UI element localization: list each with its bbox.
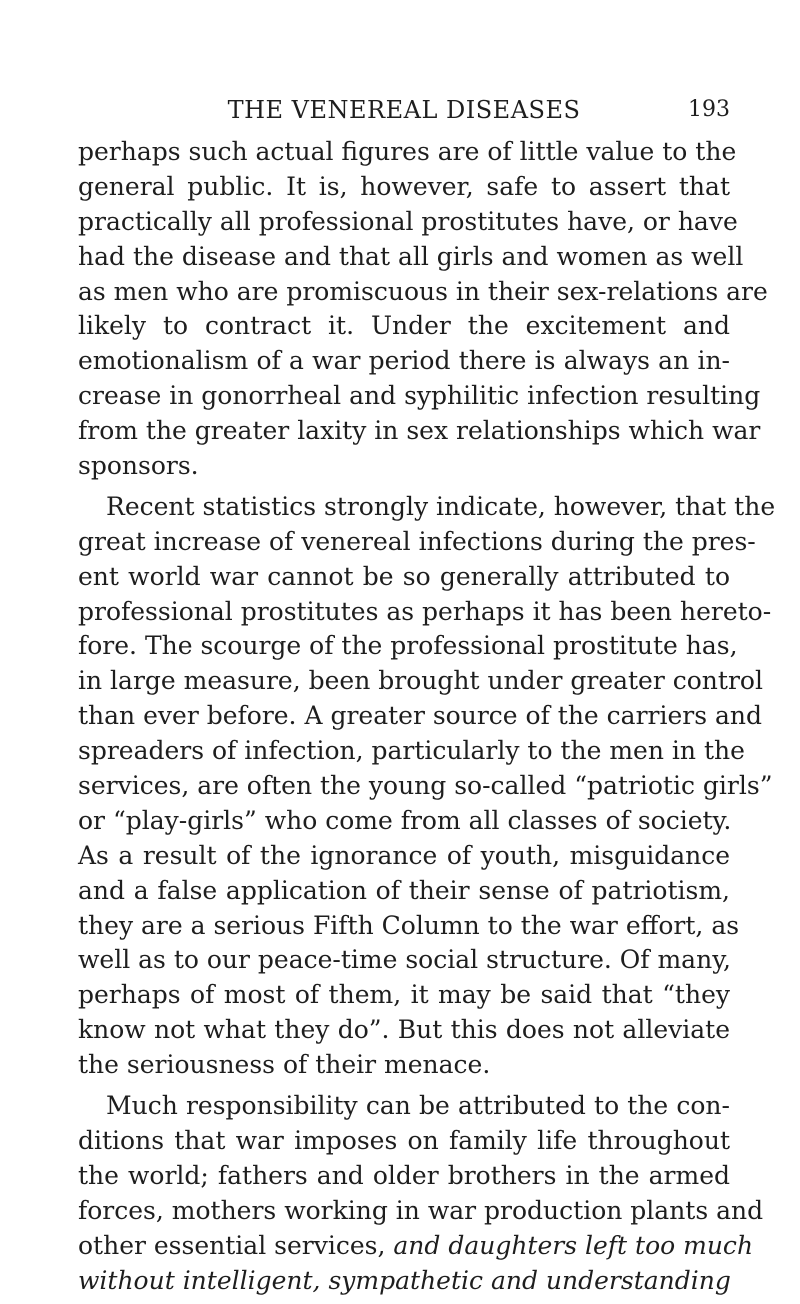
running-title: THE VENEREAL DISEASES xyxy=(227,96,581,124)
text-line: know not what they do”. But this does not alleviate xyxy=(78,1015,730,1045)
text-line: they are a serious Fifth Column to the war effort, as xyxy=(78,910,740,940)
paragraph-2 xyxy=(78,490,776,1083)
text-line-mixed xyxy=(78,1229,754,1264)
text-line: As a result of the ignorance of youth, misguidance xyxy=(78,840,730,870)
body-text xyxy=(78,135,776,1304)
text-line: ditions that war imposes on family life throughout xyxy=(78,1125,730,1155)
page-number: 193 xyxy=(688,97,730,122)
text-line: emotionalism of a war period there is always an in- xyxy=(78,346,730,376)
text-line: crease in gonorrheal and syphilitic infection resulting xyxy=(78,381,761,411)
text-line: services, are often the young so-called “patriotic girls” xyxy=(78,771,773,801)
text-line: had the disease and that all girls and women as well xyxy=(78,241,744,271)
text-line: or “play-girls” who come from all classes of society. xyxy=(78,805,732,835)
text-line: the seriousness of their menace. xyxy=(78,1050,491,1080)
text-line: sponsors. xyxy=(78,451,199,481)
text-line: fore. The scourge of the professional prostitute has, xyxy=(78,631,738,661)
text-line: general public. It is, however, safe to assert that xyxy=(78,171,730,201)
text-line: in large measure, been brought under greater control xyxy=(78,666,763,696)
text-line: likely to contract it. Under the excitement and xyxy=(78,311,730,341)
text-line: forces, mothers working in war production plants and xyxy=(78,1195,764,1225)
paragraph-1 xyxy=(78,135,768,484)
text-segment-roman: other essential services, xyxy=(78,1230,386,1260)
running-head xyxy=(78,92,730,128)
text-line: ent world war cannot be so generally attributed to xyxy=(78,561,730,591)
text-line: from the greater laxity in sex relationships which war xyxy=(78,416,761,446)
text-line: the world; fathers and older brothers in the armed xyxy=(78,1160,730,1190)
text-line: great increase of venereal infections during the pres- xyxy=(78,526,756,556)
text-line: practically all professional prostitutes have, or have xyxy=(78,206,738,236)
paragraph-3 xyxy=(78,1089,764,1298)
text-line: spreaders of infection, particularly to the men in the xyxy=(78,736,745,766)
text-line-italic: without intelligent, sympathetic and understanding xyxy=(78,1265,731,1295)
text-line: than ever before. A greater source of the carriers and xyxy=(78,701,762,731)
text-line: perhaps of most of them, it may be said that “they xyxy=(78,980,730,1010)
text-line: perhaps such actual figures are of little value to the xyxy=(78,137,737,166)
text-line: Recent statistics strongly indicate, however, that the xyxy=(106,491,776,521)
text-line: Much responsibility can be attributed to the con- xyxy=(106,1091,730,1121)
text-segment-italic: and daughters left too much xyxy=(393,1230,754,1260)
text-line: well as to our peace-time social structure. Of many, xyxy=(78,945,731,975)
text-line: and a false application of their sense of patriotism, xyxy=(78,875,730,905)
text-line: professional prostitutes as perhaps it has been hereto- xyxy=(78,596,772,626)
text-line: as men who are promiscuous in their sex-relations are xyxy=(78,276,768,306)
